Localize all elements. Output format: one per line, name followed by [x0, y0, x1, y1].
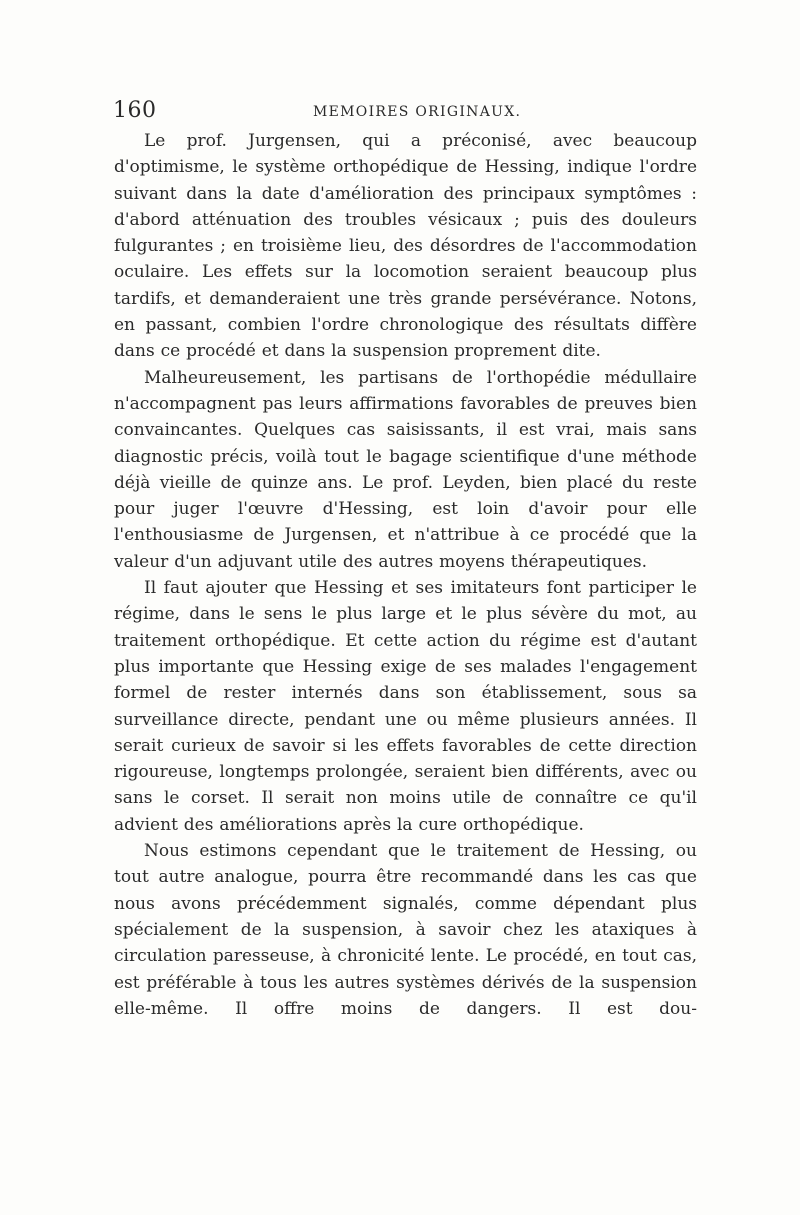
paragraph-nous-estimons: Nous estimons cependant que le traitement de Hessing, ou tout autre analogue, pourra être recommandé dans les cas que nous avons précédemment signalés, comme dépendant plus spécialement de la suspension, à savoir chez les ataxiques à circulation paresseuse, à chronicité lente. Le procédé, en tout cas, est préférable à tous les autres systèmes dérivés de la suspension elle-même. Il offre moins de dangers. Il est dou-: [114, 841, 697, 1019]
paragraph-regime: Il faut ajouter que Hessing et ses imitateurs font participer le régime, dans le sens le plus large et le plus sévère du mot, au traitement orthopédique. Et cette action du régime est d'autant plus importante que Hessing exige de ses malades l'engagement formel de rester internés dans son établissement, sous sa surveillance directe, pendant une ou même plusieurs années. Il serait curieux de savoir si les effets favorables de cette direction rigoureuse, longtemps prolongée, seraient bien différents, avec ou sans le corset. Il serait non moins utile de connaître ce qu'il advient des améliorations après la cure orthopédique.: [114, 578, 697, 835]
body-text: [114, 128, 697, 1022]
paragraph-malheureusement: Malheureusement, les partisans de l'orthopédie médullaire n'accompagnent pas leurs affirmations favorables de preuves bien convaincantes. Quelques cas saisissants, il est vrai, mais sans diagnostic précis, voilà tout le bagage scientifique d'une méthode déjà vieille de quinze ans. Le prof. Leyden, bien placé du reste pour juger l'œuvre d'Hessing, est loin d'avoir pour elle l'enthousiasme de Jurgensen, et n'attribue à ce procédé que la valeur d'un adjuvant utile des autres moyens thérapeutiques.: [114, 367, 697, 572]
running-title: MEMOIRES ORIGINAUX.: [313, 104, 522, 120]
paragraph-jurgensen: Le prof. Jurgensen, qui a préconisé, avec beaucoup d'optimisme, le système orthopédique de Hessing, indique l'ordre suivant dans la date d'amélioration des principaux symptômes : d'abord atténuation des troubles vésicaux ; puis des douleurs fulgurantes ; en troisième lieu, des désordres de l'accommodation oculaire. Les effets sur la locomotion seraient beaucoup plus tardifs, et demanderaient une très grande persévérance. Notons, en passant, combien l'ordre chronologique des résultats diffère dans ce procédé et dans la suspension proprement dite.: [114, 131, 697, 362]
running-head: [113, 97, 698, 125]
page-number: 160: [113, 98, 157, 123]
